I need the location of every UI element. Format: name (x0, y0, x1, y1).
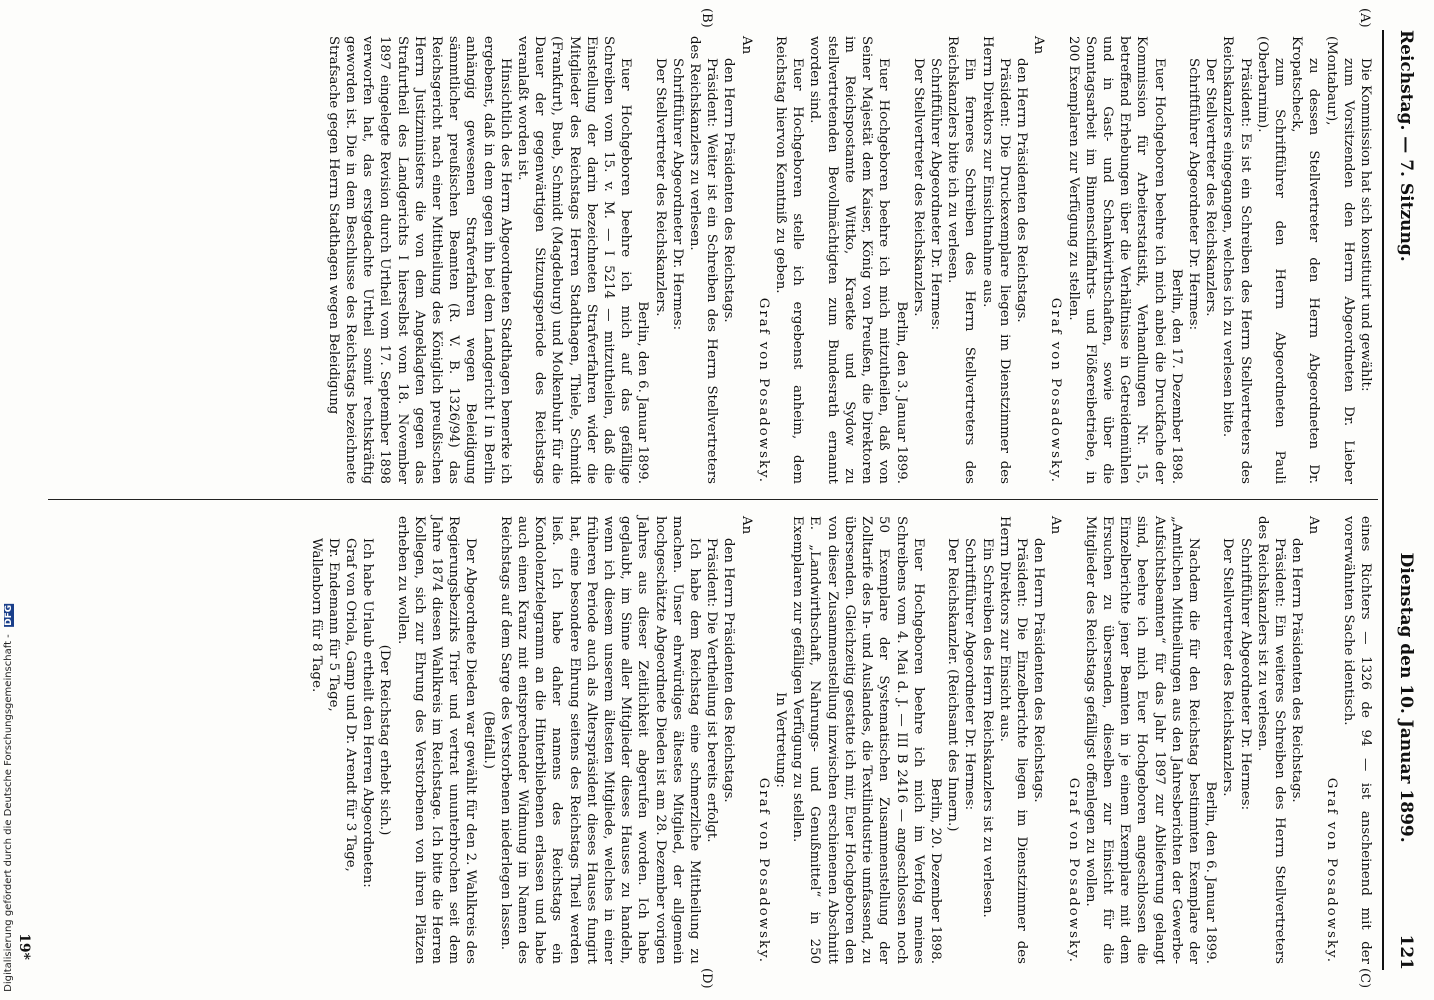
marker-b: (B) (699, 8, 714, 28)
paragraph: Schriftführer Abgeordneter Dr. Hermes: (1185, 58, 1201, 331)
paragraph: (Beifall.) (480, 711, 496, 769)
paragraph: Berlin, den 3. Januar 1899. (893, 301, 909, 484)
paragraph: Präsident: Die Vertheilung ist bereits erfolgt. (704, 538, 720, 843)
page-header (1390, 30, 1420, 970)
left-column (325, 36, 1374, 484)
paragraph: Der Stellvertreter des Reichskanzlers. (652, 58, 668, 317)
paragraph: den Herrn Präsidenten des Reichstags. (721, 58, 737, 323)
page-number: 121 (1396, 934, 1416, 970)
column-separator (48, 499, 1378, 500)
header-right (1396, 553, 1416, 970)
paragraph: Berlin, 20. Dezember 1898. (927, 778, 943, 964)
paragraph: Der Stellvertreter des Reichskanzlers. (1220, 538, 1236, 797)
paragraph: Euer Hochgeboren stelle ich ergebenst anheim, dem Reichstag hiervon Kenntniß zu geben. (773, 36, 806, 484)
paragraph: zum Schriftführer den Herrn Abgeordneten Pauli (Oberbarnim). (1254, 36, 1287, 484)
paragraph: Euer Hochgeboren beehre ich mich auf das gefällige Schreiben vom 15. v. M. — I 5214 — mitzutheilen, daß die Einstellung der darin bezeichneten Strafverfahren wider die Mitglieder des Reichstags Herren Stadthagen, Thiele, Schmidt (Frankfurt), Bueb, Schmidt (Magdeburg) und Molkenbuhr für die Dauer der gegenwärtigen Sitzungsperiode des Reichstags veranlaßt worden ist. (515, 36, 634, 484)
paragraph: Graf von Posadowsky. (755, 297, 771, 484)
header-date: Dienstag den 10. Januar 1899. (1396, 552, 1416, 843)
paragraph: Berlin, den 6. Januar 1899. (1203, 781, 1219, 964)
digitization-note: Digitalisierung gefördert durch die Deutsche Forschungsgemeinschaft - (3, 634, 14, 992)
paragraph: Graf von Oriola, Gamp und Dr. Arendt für 3 Tage, (343, 538, 359, 872)
paragraph: Ich habe dem Reichstag eine schmerzliche Mittheilung zu machen. Unser ehrwürdiges ältestes Mitglied, der allgemein hochgeschätzte Abgeordnete Dieden ist am 28. Dezember vorigen Jahres aus dieser Zeitlichkeit abgerufen worden. Ich habe geglaubt, im Sinne aller Mitglieder dieses Hauses zu handeln, wenn ich diesem unserem ältesten Mitgliede, welches in einer früheren Periode auch als Alterspräsident dieses Hauses fungirt hat, eine besondere Ehrung seitens des Reichstags Theil werden ließ. Ich habe daher namens des Reichstags ein Kondolenztelegramm an die Hinterbliebenen erlassen und habe auch einen Kranz mit entsprechender Widmung im Namen des Reichstags auf dem Sarge des Verstorbenen niederlegen lassen. (497, 516, 703, 964)
paragraph: Ein Schreiben des Herrn Reichskanzlers ist zu verlesen. (979, 538, 995, 918)
paragraph: Wallenborn für 8 Tage. (308, 538, 324, 693)
paragraph: den Herrn Präsidenten des Reichstags. (1289, 538, 1305, 803)
paragraph: In Vertretung: (773, 692, 789, 788)
header-left: Reichstag. — 7. Sitzung. (1396, 30, 1416, 262)
right-column (307, 516, 1374, 964)
paragraph: An (738, 516, 754, 535)
signature-mark: 19* (16, 933, 32, 960)
paragraph: zu dessen Stellvertreter den Herrn Abgeordneten Dr. Kropatscheck, (1289, 36, 1322, 484)
paragraph: (Der Reichstag erhebt sich.) (377, 644, 393, 836)
paragraph: An (738, 36, 754, 55)
paragraph: Präsident: Weiter ist ein Schreiben des Herrn Stellvertreters des Reichskanzlers zu verlesen. (687, 36, 720, 484)
paragraph: Dr. Endemann für 5 Tage, (325, 538, 341, 712)
paragraph: Graf von Posadowsky. (1065, 777, 1081, 964)
paragraph: Schriftführer Abgeordneter Dr. Hermes: (1237, 538, 1253, 811)
paragraph: Schriftführer Abgeordneter Dr. Hermes: (927, 58, 943, 331)
paragraph: Schriftführer Abgeordneter Dr. Hermes: (669, 58, 685, 331)
paragraph: Euer Hochgeboren beehre ich mich mitzutheilen, daß von Seiner Majestät dem Kaiser, König von Preußen, die Direktoren im Reichspostamte Wittko, Kraetke und Sydow zu stellvertretenden Bevollmächtigten zum Bundesrath ernannt worden sind. (807, 36, 892, 484)
paragraph: Der Abgeordnete Dieden war gewählt für den 2. Wahlkreis des Regierungsbezirks Trier und vertrat ununterbrochen seit dem Jahre 1874 diesen Wahlkreis im Reichstage. Ich bitte die Herren Kollegen, sich zur Ehrung des Verstorbenen von ihren Plätzen erheben zu wollen. (394, 516, 479, 964)
paragraph: An (1306, 516, 1322, 535)
paragraph: Ein ferneres Schreiben des Herrn Stellvertreters des Reichskanzlers bitte ich zu verlesen. (945, 36, 978, 484)
paragraph: eines Richters — 1326 de 94 — ist anscheinend mit der vorerwähnten Sache identisch. (1340, 516, 1373, 964)
paragraph: Der Stellvertreter des Reichskanzlers. (910, 58, 926, 317)
paragraph: Berlin, den 17. Dezember 1898. (1168, 268, 1184, 484)
paragraph: Schriftführer Abgeordneter Dr. Hermes: (962, 538, 978, 811)
paragraph: zum Vorsitzenden den Herrn Abgeordneten Dr. Lieber (Montabaur), (1323, 36, 1356, 484)
paragraph: Euer Hochgeboren beehre ich mich im Verfolg meines Schreibens vom 4. Mai d. J. — III B 2416 — angeschlossen noch 50 Exemplare der Systematischen Zusammenstellung der Zolltarife des In- und Auslandes, die Textilindustrie umfassend, zu übersenden. Gleichzeitig gestatte ich mir, Euer Hochgeboren den von dieser Zusammenstellung inzwischen erschienenen Abschnitt E. „Landwirthschaft, Nahrungs- und Genußmittel“ in 250 Exemplaren zur gefälligen Verfügung zu stellen. (790, 516, 926, 964)
paragraph: Euer Hochgeboren beehre ich mich anbei die Druckfache der Kommission für Arbeiterstatistik, Verhandlungen Nr. 15, betreffend Erhebungen über die Verhältnisse in Getreidemühlen und in Gast- und Schankwirthschaften, sowie über die Sonntagsarbeit im Binnenschiffahrts- und Flößereibetriebe, in 200 Exemplaren zur Verfügung zu stellen. (1065, 36, 1167, 484)
paragraph: Der Reichskanzler. (Reichsamt des Innern.) (945, 538, 961, 832)
paragraph: Die Kommission hat sich konstituirt und gewählt: (1358, 58, 1373, 392)
paragraph: Nachdem die für den Reichstag bestimmten Exemplare der „Amtlichen Mittheilungen aus den Jahresberichten der Gewerbe-Aufsichtsbeamten“ für das Jahr 1897 zur Ablieferung gelangt sind, beehre ich mich Euer Hochgeboren angeschlossen die Einzelberichte jener Beamten in je einem Exemplare mit dem Ersuchen zu übersenden, dieselben zur Einsicht für die Mitglieder des Reichstags gefälligst offenlegen zu wollen. (1082, 516, 1201, 964)
paragraph: den Herrn Präsidenten des Reichstags. (1031, 538, 1047, 803)
paragraph: Hinsichtlich des Herrn Abgeordneten Stadthagen bemerke ich ergebenst, daß in dem gegen ihn bei dem Landgericht I in Berlin anhängig gewesenen Strafverfahren wegen Beleidigung sämmtlicher preußischen Beamten (R. V. B. 1326/94) das Reichsgericht nach einer Mittheilung des Königlich preußischen Herrn Justizministers die von dem Angeklagten gegen das Strafurtheil des Landgerichts I hierselbst vom 18. November 1897 eingelegte Revision durch Urtheil vom 17. September 1898 verworfen hat, das erstgedachte Urtheil somit rechtskräftig geworden ist. Die in dem Beschlusse des Reichstags bezeichnete Strafsache gegen Herrn Stadthagen wegen Beleidigung (325, 36, 513, 484)
paragraph: Der Stellvertreter des Reichskanzlers. (1203, 58, 1219, 317)
paragraph: Graf von Posadowsky. (755, 777, 771, 964)
paragraph: Ich habe Urlaub ertheilt den Herren Abgeordneten: (360, 538, 376, 888)
paragraph: Berlin, den 6. Januar 1899. (635, 301, 651, 484)
header-rule (1382, 30, 1384, 970)
marker-a: (A) (1357, 8, 1372, 28)
marker-c: (C) (1357, 968, 1372, 989)
paragraph: Präsident: Die Druckexemplare liegen im Dienstzimmer des Herrn Direktors zur Einsichtnahme aus. (979, 36, 1012, 484)
paragraph: An (1048, 516, 1064, 535)
paragraph: den Herrn Präsidenten des Reichstags. (721, 538, 737, 803)
dfg-logo: DFG (4, 605, 14, 627)
paragraph: den Herrn Präsidenten des Reichstags. (1013, 58, 1029, 323)
paragraph: Präsident: Es ist ein Schreiben des Herrn Stellvertreters des Reichskanzlers eingegangen, welches ich zu verlesen bitte. (1220, 36, 1253, 484)
paragraph: Präsident: Ein weiteres Schreiben des Herrn Stellvertreters des Reichskanzlers ist zu verlesen. (1254, 516, 1287, 964)
marker-d: (D) (699, 968, 714, 989)
paragraph: An (1031, 36, 1047, 55)
paragraph: Graf von Posadowsky. (1323, 777, 1339, 964)
paragraph: Präsident: Die Einzelberichte liegen im Dienstzimmer des Herrn Direktors zur Einsicht aus. (996, 516, 1029, 964)
paragraph: Graf von Posadowsky. (1048, 297, 1064, 484)
